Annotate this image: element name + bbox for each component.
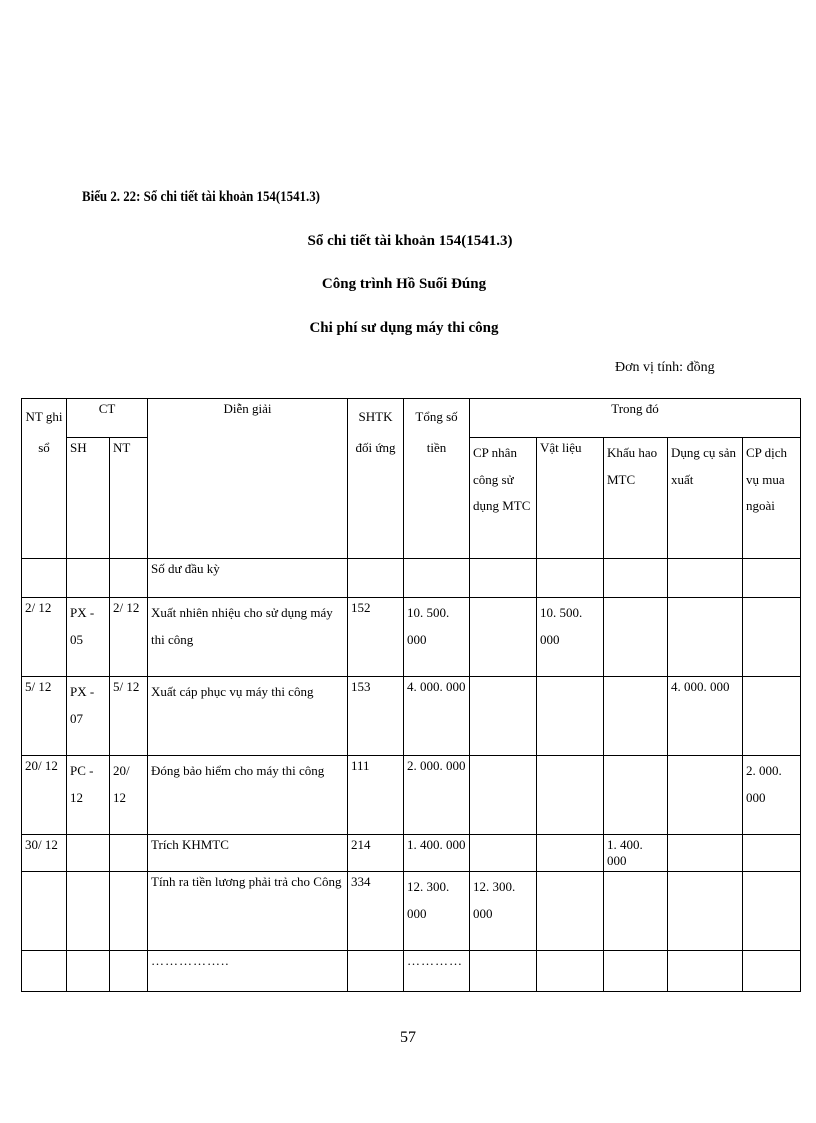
header-dien-giai: Diễn giải	[148, 399, 348, 559]
row-dung-cu	[668, 835, 743, 872]
row-khau-hao	[604, 677, 668, 756]
table-row	[22, 598, 801, 677]
row-tong: 12. 300. 000	[404, 872, 470, 951]
row-dich-vu	[743, 677, 801, 756]
continuation-row	[22, 951, 801, 992]
row-nt: 20/ 12	[110, 756, 148, 835]
page-number: 57	[400, 1029, 416, 1046]
row-khau-hao	[604, 756, 668, 835]
row-sh: PC - 12	[67, 756, 110, 835]
row-dien-giai: Trích KHMTC	[148, 835, 348, 872]
row-sh	[67, 835, 110, 872]
figure-caption: Biểu 2. 22: Sổ chi tiết tài khoản 154(1541.3)	[82, 189, 320, 205]
row-sh	[67, 872, 110, 951]
header-vat-lieu: Vật liệu	[537, 438, 604, 559]
header-cp-dich-vu: CP dịch vụ mua ngoài	[743, 438, 801, 559]
row-cp-nc	[470, 835, 537, 872]
row-dich-vu	[743, 835, 801, 872]
row-tong: 4. 000. 000	[404, 677, 470, 756]
row-dich-vu: 2. 000. 000	[743, 756, 801, 835]
row-shtk: 334	[348, 872, 404, 951]
row-dung-cu	[668, 756, 743, 835]
row-nt: 5/ 12	[110, 677, 148, 756]
row-shtk: 214	[348, 835, 404, 872]
row-dien-giai: Đóng bảo hiểm cho máy thi công	[148, 756, 348, 835]
cost-category: Chi phí sư dụng máy thi công	[309, 320, 499, 336]
row-cp-nc: 12. 300. 000	[470, 872, 537, 951]
row-khau-hao: 1. 400. 000	[604, 835, 668, 872]
row-shtk: 153	[348, 677, 404, 756]
row-vat-lieu: 10. 500. 000	[537, 598, 604, 677]
row-sh: PX - 07	[67, 677, 110, 756]
row-dien-giai: Xuất nhiên nhiệu cho sử dụng máy thi công	[148, 598, 348, 677]
ledger-title: Sổ chi tiết tài khoản 154(1541.3)	[307, 233, 513, 249]
row-nt	[110, 872, 148, 951]
row-vat-lieu	[537, 756, 604, 835]
row-dung-cu: 4. 000. 000	[668, 677, 743, 756]
header-cp-nhan-cong: CP nhân công sử dụng MTC	[470, 438, 537, 559]
header-trong-do: Trong đó	[470, 399, 801, 438]
row-tong: 1. 400. 000	[404, 835, 470, 872]
row-sh: PX - 05	[67, 598, 110, 677]
row-shtk: 111	[348, 756, 404, 835]
row-vat-lieu	[537, 872, 604, 951]
row-dung-cu	[668, 598, 743, 677]
header-khau-hao: Khấu hao MTC	[604, 438, 668, 559]
row-dien-giai: Xuất cáp phục vụ máy thi công	[148, 677, 348, 756]
header-row-1	[22, 399, 801, 438]
opening-balance-label: Số dư đầu kỳ	[148, 559, 348, 598]
row-date: 2/ 12	[22, 598, 67, 677]
header-nt-ghi-so: NT ghi sổ	[22, 399, 67, 559]
row-date: 20/ 12	[22, 756, 67, 835]
header-shtk: SHTK đối ứng	[348, 399, 404, 559]
table-row	[22, 835, 801, 872]
opening-balance-row	[22, 559, 801, 598]
row-date: 30/ 12	[22, 835, 67, 872]
row-cp-nc	[470, 756, 537, 835]
row-vat-lieu	[537, 835, 604, 872]
row-nt	[110, 835, 148, 872]
header-nt: NT	[110, 438, 148, 559]
row-tong: 2. 000. 000	[404, 756, 470, 835]
row-dung-cu	[668, 872, 743, 951]
row-khau-hao	[604, 872, 668, 951]
row-dich-vu	[743, 872, 801, 951]
row-date	[22, 872, 67, 951]
header-sh: SH	[67, 438, 110, 559]
row-shtk: 152	[348, 598, 404, 677]
header-ct: CT	[67, 399, 148, 438]
row-dich-vu	[743, 598, 801, 677]
table-row	[22, 677, 801, 756]
row-date: 5/ 12	[22, 677, 67, 756]
header-tong-so: Tổng số tiền	[404, 399, 470, 559]
row-cp-nc	[470, 677, 537, 756]
row-tong: …………	[404, 951, 470, 992]
row-cp-nc	[470, 598, 537, 677]
table-row	[22, 872, 801, 951]
unit-note: Đơn vị tính: đồng	[615, 360, 715, 375]
table-row	[22, 756, 801, 835]
row-tong: 10. 500. 000	[404, 598, 470, 677]
row-dien-giai: Tính ra tiền lương phải trả cho Công	[148, 872, 348, 951]
row-khau-hao	[604, 598, 668, 677]
row-nt: 2/ 12	[110, 598, 148, 677]
row-vat-lieu	[537, 677, 604, 756]
header-dung-cu: Dụng cụ sản xuất	[668, 438, 743, 559]
ledger-table	[21, 398, 801, 992]
row-dien-giai: ……………..	[148, 951, 348, 992]
project-name: Công trình Hồ Suối Đúng	[321, 276, 487, 292]
